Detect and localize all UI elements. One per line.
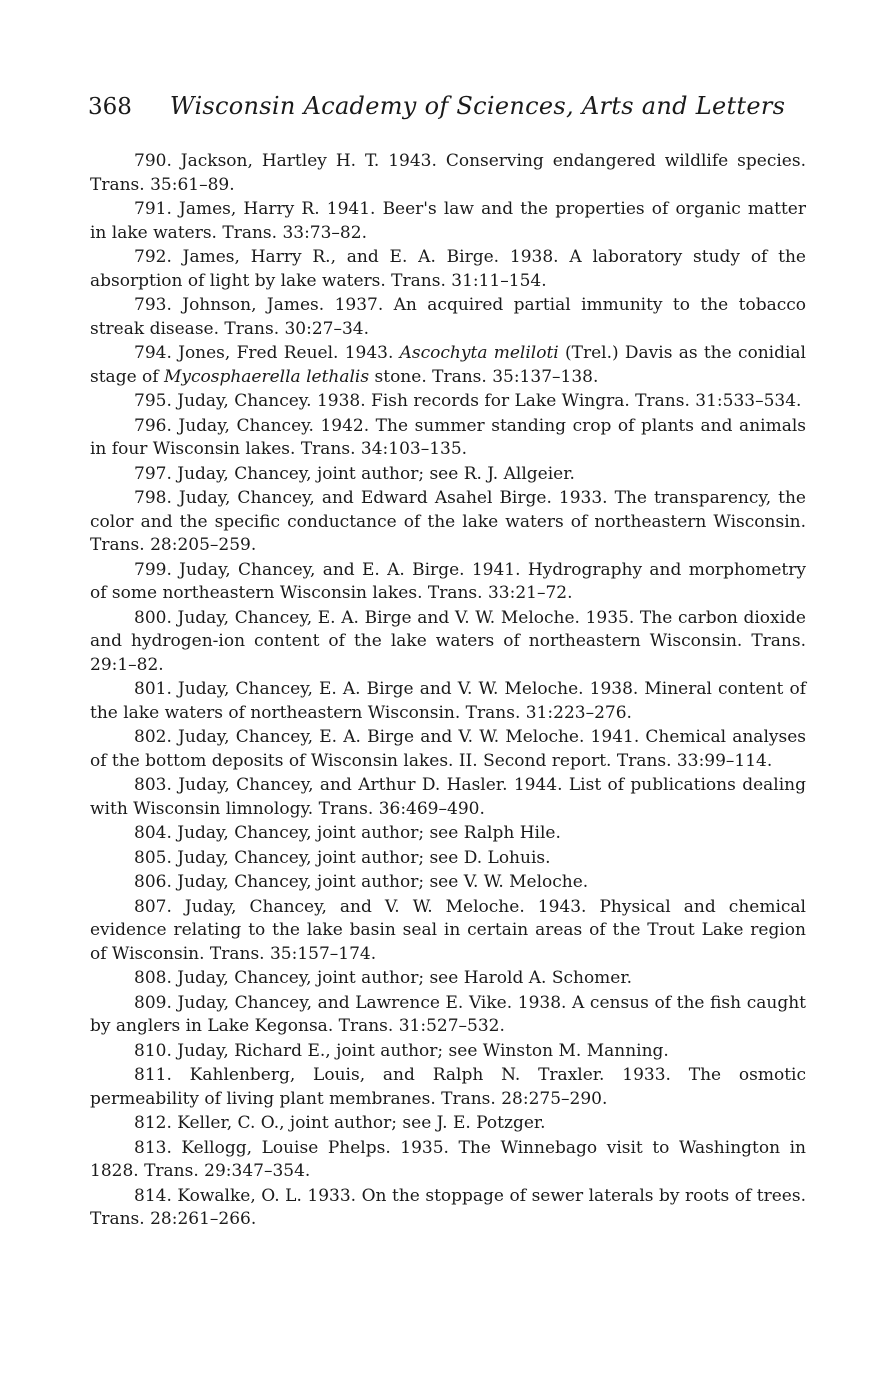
bibliography-entry [90, 896, 806, 967]
page-header [88, 92, 806, 120]
entry-text: 810. Juday, Richard E., joint author; see Winston M. Manning. [134, 1040, 669, 1061]
bibliography-entry [90, 726, 806, 773]
bibliography-entry [90, 150, 806, 197]
entry-text: 803. Juday, Chancey, and Arthur D. Hasler. 1944. List of publications dealing with Wisconsin limnology. Trans. 36:469–490. [90, 775, 806, 819]
bibliography-entry [90, 1112, 806, 1136]
entry-text: 791. James, Harry R. 1941. Beer's law and the properties of organic matter in lake waters. Trans. 33:73–82. [90, 199, 806, 243]
bibliography-entry [90, 246, 806, 293]
bibliography-entry [90, 992, 806, 1039]
bibliography-entry [90, 1040, 806, 1064]
entry-text: 798. Juday, Chancey, and Edward Asahel Birge. 1933. The transparency, the color and the specific conductance of the lake waters of northeastern Wisconsin. Trans. 28:205–259. [90, 488, 806, 555]
entry-text: 814. Kowalke, O. L. 1933. On the stoppage of sewer laterals by roots of trees. Trans. 28:261–266. [90, 1185, 806, 1229]
bibliography-entry [90, 294, 806, 341]
entry-text: 793. Johnson, James. 1937. An acquired partial immunity to the tobacco streak disease. Trans. 30:27–34. [90, 295, 806, 339]
entry-text: 805. Juday, Chancey, joint author; see D. Lohuis. [134, 847, 551, 868]
bibliography-entry [90, 607, 806, 678]
entry-text: 795. Juday, Chancey. 1938. Fish records for Lake Wingra. Trans. 31:533–534. [134, 391, 802, 411]
entry-text: 797. Juday, Chancey, joint author; see R. J. Allgeier. [134, 463, 575, 484]
bibliography-entry [90, 847, 806, 871]
bibliography-entry [90, 1185, 806, 1232]
entry-text: 807. Juday, Chancey, and V. W. Meloche. 1943. Physical and chemical evidence relating to the lake basin seal in certain areas of the Trout Lake region of Wisconsin. Trans. 35:157–174. [90, 896, 806, 964]
document-page [90, 92, 806, 1233]
entry-text: 796. Juday, Chancey. 1942. The summer standing crop of plants and animals in four Wisconsin lakes. Trans. 34:103–135. [90, 415, 806, 459]
entry-text: 792. James, Harry R., and E. A. Birge. 1938. A laboratory study of the absorption of light by lake waters. Trans. 31:11–154. [90, 247, 806, 291]
bibliography-entry [90, 487, 806, 558]
entry-text: 794. Jones, Fred Reuel. 1943. [134, 343, 400, 363]
entry-text: 806. Juday, Chancey, joint author; see V. W. Meloche. [134, 872, 589, 892]
entry-text: 808. Juday, Chancey, joint author; see Harold A. Schomer. [134, 968, 633, 988]
bibliography-entry [90, 822, 806, 846]
bibliography-entry [90, 1064, 806, 1111]
entry-text: 802. Juday, Chancey, E. A. Birge and V. W. Meloche. 1941. Chemical analyses of the bottom deposits of Wisconsin lakes. II. Second report. Trans. 33:99–114. [90, 727, 806, 771]
bibliography-entry [90, 559, 806, 606]
bibliography-list [90, 150, 806, 1232]
bibliography-entry [90, 342, 806, 389]
entry-text: (Trel.) Davis as the conidial stage of [90, 343, 806, 387]
entry-text: 812. Keller, C. O., joint author; see J. E. Potzger. [134, 1113, 546, 1133]
entry-text: 813. Kellogg, Louise Phelps. 1935. The Winnebago visit to Washington in 1828. Trans. 29:347–354. [90, 1137, 806, 1181]
bibliography-entry [90, 463, 806, 487]
bibliography-entry [90, 871, 806, 895]
entry-italic-text: Ascochyta meliloti [399, 343, 559, 363]
bibliography-entry [90, 390, 806, 414]
entry-italic-text: Mycosphaerella lethalis [163, 366, 370, 387]
bibliography-entry [90, 1137, 806, 1184]
entry-text: 800. Juday, Chancey, E. A. Birge and V. W. Meloche. 1935. The carbon dioxide and hydrogen-ion content of the lake waters of northeastern Wisconsin. Trans. 29:1–82. [90, 607, 806, 675]
bibliography-entry [90, 678, 806, 725]
bibliography-entry [90, 774, 806, 821]
bibliography-entry [90, 198, 806, 245]
entry-text: 799. Juday, Chancey, and E. A. Birge. 1941. Hydrography and morphometry of some northeastern Wisconsin lakes. Trans. 33:21–72. [90, 559, 806, 603]
entry-text: 790. Jackson, Hartley H. T. 1943. Conserving endangered wildlife species. Trans. 35:61–89. [90, 151, 806, 195]
page-number: 368 [88, 94, 132, 120]
entry-text: 809. Juday, Chancey, and Lawrence E. Vike. 1938. A census of the fish caught by anglers in Lake Kegonsa. Trans. 31:527–532. [90, 992, 806, 1036]
entry-text: stone. Trans. 35:137–138. [369, 366, 599, 387]
bibliography-entry [90, 967, 806, 991]
entry-text: 804. Juday, Chancey, joint author; see Ralph Hile. [134, 823, 561, 843]
entry-text: 801. Juday, Chancey, E. A. Birge and V. W. Meloche. 1938. Mineral content of the lake waters of northeastern Wisconsin. Trans. 31:223–276. [90, 679, 806, 723]
running-title: Wisconsin Academy of Sciences, Arts and Letters [169, 92, 786, 120]
bibliography-entry [90, 415, 806, 462]
entry-text: 811. Kahlenberg, Louis, and Ralph N. Traxler. 1933. The osmotic permeability of living plant membranes. Trans. 28:275–290. [90, 1065, 806, 1109]
